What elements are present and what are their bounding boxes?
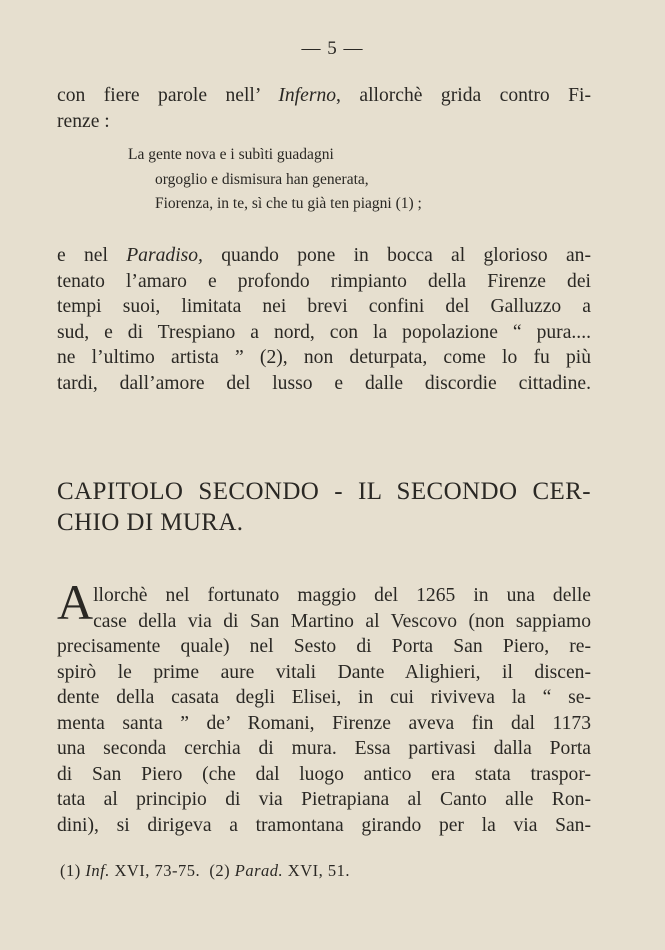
footnote-ref: XVI, 51.: [283, 861, 350, 880]
text-line: sud, e di Trespiano a nord, con la popolazione “ pura....: [57, 321, 591, 343]
paragraph-intro: [57, 83, 591, 134]
text-line: menta santa ” de’ Romani, Firenze aveva fin dal 1173: [57, 712, 591, 734]
paragraph-main: [57, 574, 591, 838]
text-line: una seconda cerchia di mura. Essa partivasi dalla Porta: [57, 738, 591, 759]
text-line: renze :: [57, 110, 110, 132]
drop-cap: A: [57, 574, 94, 630]
footnote-number: (1): [60, 861, 86, 880]
text-line: spirò le prime aure vitali Dante Alighieri, il discen-: [57, 661, 591, 683]
text-run: llorchè nel fortunato maggio del 1265 in una delle: [93, 585, 591, 606]
text-line: [57, 83, 591, 109]
text-line: di San Piero (che dal luogo antico era stata traspor-: [57, 763, 591, 785]
text-line: tenato l’amaro e profondo rimpianto della Firenze dei: [57, 270, 591, 292]
text-run: , allorchè grida contro Fi-: [336, 85, 591, 106]
text-line: tardi, dall’amore del lusso e dalle discordie cittadine.: [57, 372, 591, 394]
text-line: case della via di San Martino al Vescovo (non sappiamo: [93, 610, 591, 632]
text-run: quando pone in bocca al glorioso an-: [202, 245, 591, 266]
footnote-ref-title: Inf.: [85, 861, 110, 880]
text-line: tempi suoi, limitata nei brevi confini del Galluzzo a: [57, 296, 591, 317]
italic-title-inferno: Inferno: [278, 85, 337, 106]
footnote-ref-title: Parad.: [234, 861, 284, 880]
footnote-number: (2): [200, 861, 235, 880]
heading-line: CHIO DI MURA.: [57, 509, 244, 536]
verse-line: La gente nova e i subìti guadagni: [128, 146, 334, 163]
text-line: dini), si dirigeva a tramontana girando per la via San-: [57, 814, 591, 836]
text-line: dente della casata degli Elisei, in cui riviveva la “ se-: [57, 687, 591, 708]
page-number: — 5 —: [301, 38, 364, 59]
footnote-ref: XVI, 73-75.: [109, 861, 201, 880]
text-line: precisamente quale) nel Sesto di Porta San Piero, re-: [57, 636, 591, 657]
text-run: con fiere parole nell’: [57, 85, 279, 106]
heading-line: CAPITOLO SECONDO - IL SECONDO CER-: [57, 478, 591, 505]
text-line: [57, 243, 591, 269]
footnotes: [60, 861, 350, 881]
text-line: tata al principio di via Pietrapiana al Canto alle Ron-: [57, 789, 591, 810]
verse-quote: [128, 143, 568, 217]
verse-line: orgoglio e dismisura han generata,: [155, 170, 369, 188]
text-line: ne l’ultimo artista ” (2), non deturpata, come lo fu più: [57, 347, 591, 368]
chapter-heading: [57, 476, 591, 538]
verse-line: Fiorenza, in te, sì che tu già ten piagni (1) ;: [155, 195, 422, 212]
paragraph-paradiso: [57, 243, 591, 396]
text-run: e nel: [57, 245, 127, 266]
italic-title-paradiso: Paradiso,: [126, 245, 203, 266]
